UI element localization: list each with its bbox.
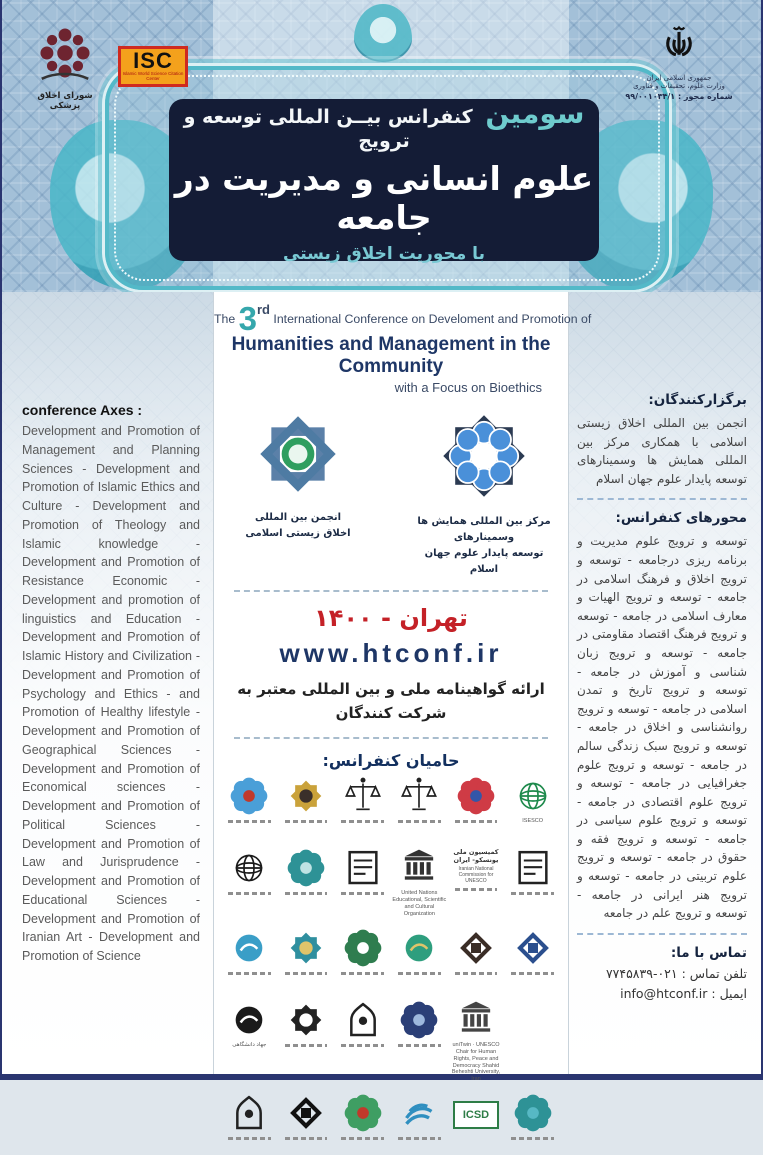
gov-line1: جمهوری اسلامی ایران xyxy=(646,74,712,82)
english-title-block xyxy=(214,300,592,396)
axes-body-fa: توسعه و ترویج علوم مدیریت و برنامه ریزی درجامعه - توسعه و ترویج اخلاق و فرهنگ اسلامی در جامعه - توسعه و ترویج الهیات و معارف اسلامی در جامعه - توسعه و ترویج فرهنگ اقتصاد مقاومتی در جامعه - توسعه و ترویج زبان شناسی و آموزش در جامعه - توسعه و ترویج تاریخ و تمدن اسلامی در جامعه - توسعه و ترویج روانشناسی و اخلاق در جامعه - توسعه و ترویج سبک زندگی سالم در جامعه - توسعه و ترویج علوم جغرافیایی در جامعه - توسعه و ترویج علوم اقتصادی در جامعه - توسعه و ترویج علوم سیاسی در جامعه - توسعه و ترویج فقه و حقوق در جامعه - توسعه و ترویج علوم تربیتی در جامعه - توسعه و ترویج هنر ایرانی در جامعه - توسعه و ترویج علم در جامعه xyxy=(577,534,747,921)
qom-university-of-technology-logo xyxy=(505,928,560,990)
license-number: شماره مجوز : ۹۹/۰۰۱۰۳۴/۱ xyxy=(625,92,733,101)
persian-title-box xyxy=(169,96,599,264)
black-book-knot-university-logo xyxy=(279,1093,334,1155)
tulip-outline-institute-logo xyxy=(222,1093,277,1155)
isc-logo xyxy=(118,46,188,87)
medical-ethics-council-seal xyxy=(22,22,108,111)
divider xyxy=(234,590,548,592)
isesco-logo: ISESCO xyxy=(505,776,560,838)
medical-ethics-research-center-logo xyxy=(279,848,334,918)
sustainable-development-center-logo xyxy=(392,1093,447,1155)
axes-heading-fa: محورهای کنفرانس: xyxy=(615,510,747,527)
contact-heading: تماس با ما: xyxy=(670,944,747,961)
gold-star-institute-logo xyxy=(279,776,334,838)
decorative-banner xyxy=(2,0,761,295)
iran-emblem-icon xyxy=(657,24,701,68)
bioethics-association-caption: انجمن بین المللی اخلاق زیستی اسلامی xyxy=(245,512,351,540)
isc-label: ISC xyxy=(133,48,173,73)
judiciary-scales-logo xyxy=(392,776,447,838)
sponsors-heading: حامیان کنفرانس: xyxy=(322,751,460,771)
main-content-card xyxy=(213,292,592,1122)
bioethics-association-logo xyxy=(228,411,368,578)
cissd-center-caption: مرکز بین المللی همایش ها وسمینارهای توسعه پایدار علوم جهان اسلام xyxy=(417,516,551,576)
green-wave-center-logo xyxy=(392,928,447,990)
iran-scientific-association-logo xyxy=(505,1093,560,1155)
government-license-block xyxy=(619,24,739,101)
university-seal-icon xyxy=(34,22,96,84)
unesco-iran-commission-logo: کمیسیون ملی یونسکو- ایران Iranian National Commission for UNESCO xyxy=(449,848,504,918)
persian-info-column xyxy=(577,392,747,1001)
sponsor-logo-grid xyxy=(214,776,568,1155)
conference-axes-body: Development and Promotion of Management and Planning Sciences - Development and Promotion of Islamic Ethics and Culture - Development and Promotion of Theology and Islamic knowledge - Development and Promotion of Resistance Economic - Development and promotion of linguistics and Education - Development and Promotion of Islamic History and Civilization - Development and Promotion of Psychology and Ethics - and Promotion of Healthy lifestyle - Development and Promotion of Geographical Sciences - Development and Promotion of Economical sciences - Development and Promotion of Political Sciences - Development and Promotion of Law and Jurisprudence - Development and Promotion of Educational Sciences - Development and Promotion of Iranian Art - Development and Promotion of Science xyxy=(22,424,200,963)
islamic-azad-university-logo xyxy=(392,1000,447,1083)
quran-sciences-university-logo xyxy=(335,1000,390,1083)
city-year: تهران - ۱۴۰۰ xyxy=(314,604,468,633)
english-title-line1: The 3rd International Conference on Develoment and Promotion of xyxy=(214,300,592,337)
blue-circle-institute-logo xyxy=(222,928,277,990)
cissd-center-logo xyxy=(414,411,554,578)
organizers-heading: برگزارکنندگان: xyxy=(648,392,747,408)
persian-title-line2: علوم انسانی و مدیریت در جامعه xyxy=(174,158,594,237)
conference-axes-heading: conference Axes : xyxy=(22,402,143,418)
isc-caption: Islamic World Science Citation Center xyxy=(122,71,184,81)
spacer xyxy=(505,1000,560,1083)
cissd-center-icon xyxy=(439,411,529,501)
science-promotion-association-logo xyxy=(222,776,277,838)
seal-caption: شورای اخلاق پزشکی xyxy=(37,91,93,111)
green-wreath-society-logo xyxy=(335,928,390,990)
divider xyxy=(577,933,747,935)
beheshti-university-logo xyxy=(335,848,390,918)
persian-title-ordinal: سومین xyxy=(485,96,585,130)
islamic-human-rights-commission-logo xyxy=(222,848,277,918)
iranian-culture-house-logo xyxy=(335,1093,390,1155)
icsd-logo: ICSD xyxy=(449,1093,504,1155)
persian-title-line3: با محوریت اخلاق زیستی xyxy=(283,243,485,264)
certificate-note: ارائه گواهینامه ملی و بین المللی معتبر به شرکت کنندگان xyxy=(237,680,545,723)
email-line[interactable]: ایمیل : info@htconf.ir xyxy=(620,985,747,1001)
persian-title-line1: سومین کنفرانس بیــن المللی توسعه و ترویج xyxy=(183,96,585,152)
website-link[interactable]: www.htconf.ir xyxy=(279,638,503,669)
ordinal-number: 3 xyxy=(238,300,257,337)
organizers-body: انجمن بین المللی اخلاق زیستی اسلامی با همکاری مرکز بین المللی همایش ها وسمینارهای توسعه پایدار علوم جهان اسلام xyxy=(577,416,747,486)
conference-axes-column xyxy=(22,402,200,966)
dark-knot-star-center-logo xyxy=(449,928,504,990)
contact-block xyxy=(577,945,747,1001)
compass-mandala-center-logo xyxy=(279,928,334,990)
divider xyxy=(234,737,548,739)
english-title-line3: with a Focus on Bioethics xyxy=(394,380,542,396)
beheshti-law-faculty-logo xyxy=(505,848,560,918)
unesco-logo: United Nations Educational, Scientific and Cultural Organization xyxy=(392,848,447,918)
jahad-daneshgahi-logo: جهاد دانشگاهی xyxy=(222,1000,277,1083)
justice-ministry-scales-logo xyxy=(335,776,390,838)
english-title-line2: Humanities and Management in the Community xyxy=(231,334,551,378)
organizer-logos xyxy=(214,411,568,578)
unesco-chair-human-rights-logo: uniTwin · UNESCO Chair for Human Rights, Peace and Democracy Shahid Beheshti University, Iran xyxy=(449,1000,504,1083)
humanities-research-institute-logo xyxy=(279,1000,334,1083)
gov-line2: وزارت علوم، تحقیقات و فناوری xyxy=(633,82,725,90)
phone-line[interactable]: تلفن تماس : ۰۲۱-۷۷۴۵۸۳۹ xyxy=(605,965,747,981)
bioethics-association-icon xyxy=(255,411,341,497)
divider xyxy=(577,498,747,500)
children-rights-association-logo xyxy=(449,776,504,838)
